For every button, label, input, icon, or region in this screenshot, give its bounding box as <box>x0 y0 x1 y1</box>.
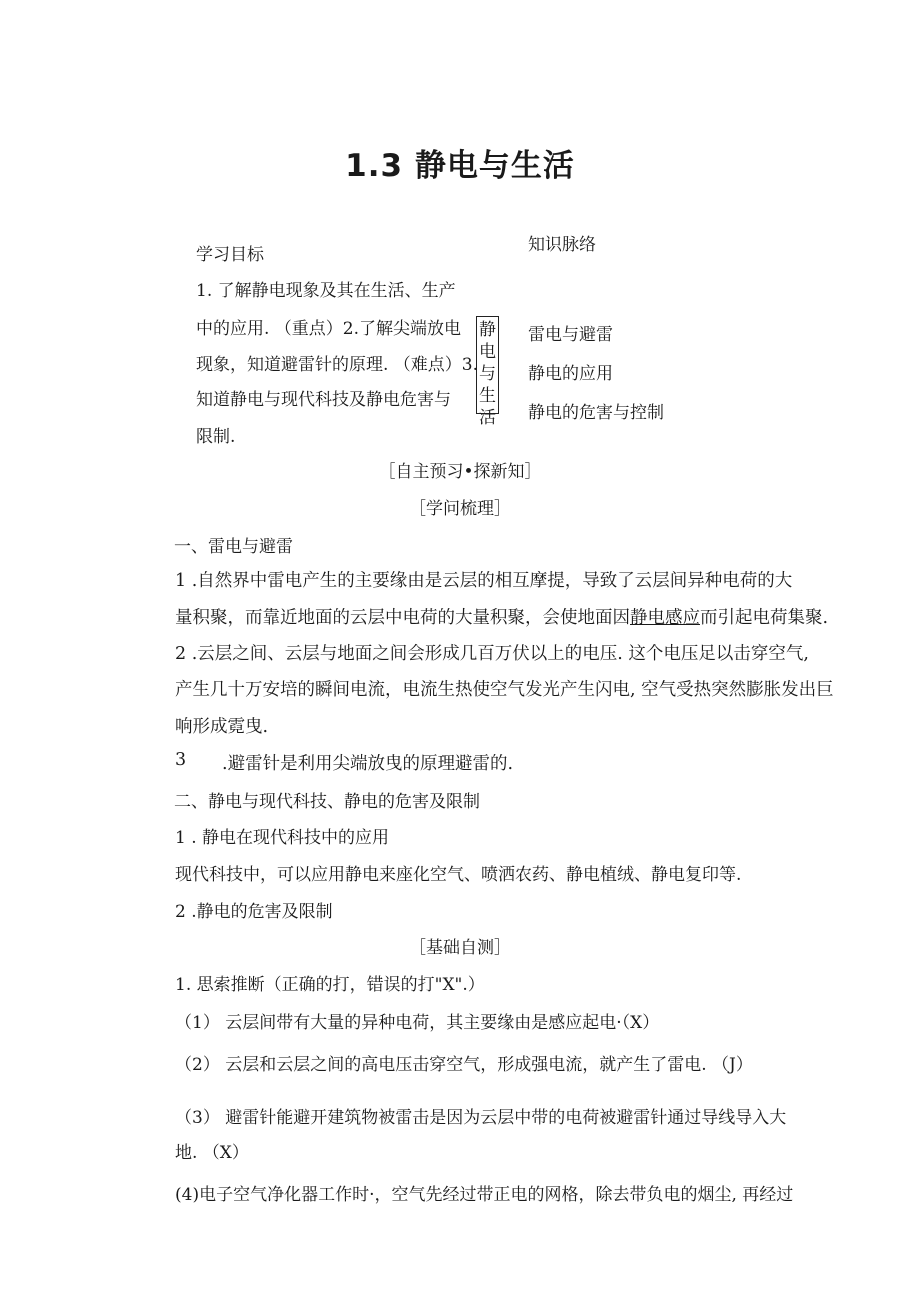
objectives-heading: 学习目标 <box>196 245 264 265</box>
objective-line: 现象，知道避雷针的原理. （难点）3. <box>196 355 479 375</box>
knowledge-heading: 知识脉络 <box>528 235 596 255</box>
paragraph-line: 产生几十万安培的瞬间电流，电流生热使空气发光产生闪电, 空气受热突然膨胀发出巨 <box>175 680 834 700</box>
question-item: （3） 避雷针能避开建筑物被雷击是因为云层中带的电荷被避雷针通过导线导入大 <box>175 1108 787 1128</box>
objective-line: 1. 了解静电现象及其在生活、生产 <box>196 281 456 301</box>
question-stem: 1. 思索推断（正确的打，错误的打"X".） <box>175 975 485 995</box>
paragraph-line: .避雷针是利用尖端放曳的原理避雷的. <box>222 754 514 774</box>
question-item: （1） 云层间带有大量的异种电荷，其主要缘由是感应起电·（X） <box>175 1013 660 1033</box>
paragraph-line: 2 .云层之间、云层与地面之间会形成几百万伏以上的电压. 这个电压足以击穿空气, <box>175 644 809 664</box>
paragraph-line <box>175 604 828 629</box>
question-item: （2） 云层和云层之间的高电压击穿空气，形成强电流，就产生了雷电. （J） <box>175 1055 753 1075</box>
knowledge-box-label: 静电与生活 <box>476 316 499 414</box>
section-review: ［学问梳理］ <box>409 499 511 519</box>
item-number: 3 <box>175 750 187 770</box>
page-title: 1.3 静电与生活 <box>345 148 575 184</box>
knowledge-item: 静电的危害与控制 <box>528 403 664 423</box>
paragraph-line: 响形成霓曳. <box>175 717 269 737</box>
paragraph-line: 1 .自然界中雷电产生的主要缘由是云层的相互摩提，导致了云层间异种电荷的大 <box>175 571 793 591</box>
question-item: (4)电子空气净化器工作时·，空气先经过带正电的网格，除去带负电的烟尘, 再经过 <box>175 1185 794 1205</box>
objective-line: 限制. <box>196 427 236 447</box>
part2-heading: 二、静电与现代科技、静电的危害及限制 <box>174 792 480 812</box>
underlined-term: 静电感应 <box>630 608 700 628</box>
section-selftest: ［基础自测］ <box>409 938 511 958</box>
part1-heading: 一、雷电与避雷 <box>174 537 293 557</box>
section-preview: ［自主预习•探新知］ <box>378 462 542 482</box>
subheading: 2 .静电的危害及限制 <box>175 902 333 922</box>
subheading: 1 . 静电在现代科技中的应用 <box>175 828 390 848</box>
knowledge-item: 静电的应用 <box>528 364 613 384</box>
knowledge-item: 雷电与避雷 <box>528 325 613 345</box>
objective-line: 中的应用. （重点）2.了解尖端放电 <box>196 319 462 339</box>
paragraph-text: 量积聚，而靠近地面的云层中电荷的大量积聚，会使地面因 <box>175 608 630 628</box>
paragraph-text: 而引起电荷集聚. <box>700 608 829 628</box>
objective-line: 知道静电与现代科技及静电危害与 <box>196 390 451 410</box>
paragraph-line: 现代科技中，可以应用静电来座化空气、喷洒农药、静电植绒、静电复印等. <box>175 865 742 885</box>
question-item: 地. （X） <box>175 1143 249 1163</box>
